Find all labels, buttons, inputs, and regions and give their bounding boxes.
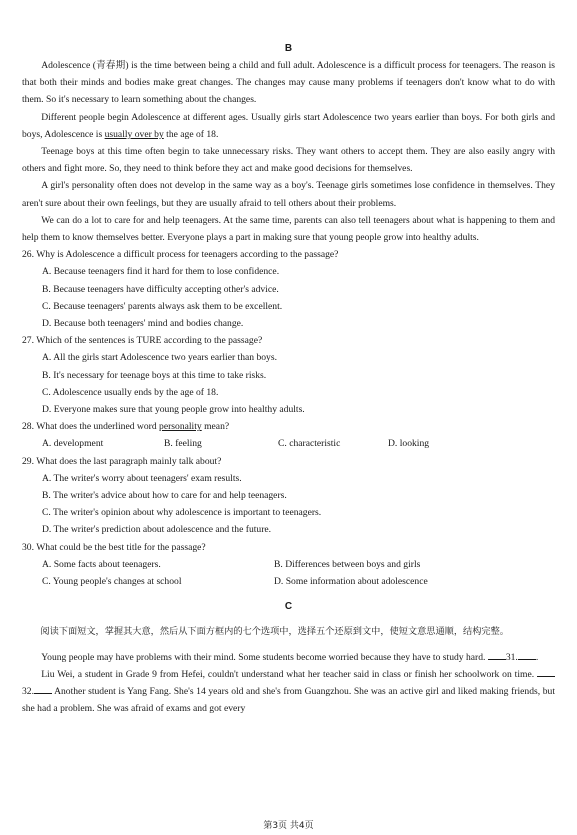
paragraph-text: A girl's xyxy=(41,180,72,192)
option-b: B. feeling xyxy=(164,438,202,450)
passage-paragraph-4 xyxy=(22,177,555,211)
option-c: C. Young people's changes at school xyxy=(42,576,182,588)
option-d: D. The writer's prediction about adolescence and the future. xyxy=(42,524,272,536)
option-c: C. characteristic xyxy=(278,438,341,450)
question-stem: 26. Why is Adolescence a difficult process for teenagers according to the passage? xyxy=(22,249,339,261)
section-c-title: C xyxy=(284,601,293,613)
option-a: A. development xyxy=(42,438,104,450)
option-d: D. looking xyxy=(388,438,430,450)
option-a: A. The writer's worry about teenagers' exam results. xyxy=(42,472,242,484)
blank-number: 31. xyxy=(505,651,518,663)
paragraph-text: the age of 18. xyxy=(163,128,219,140)
answer-blank xyxy=(488,649,506,660)
stem-text: mean? xyxy=(201,421,230,433)
option-c: C. The writer's opinion about why adolescence is important to teenagers. xyxy=(42,507,322,519)
passage-c-paragraph-1: Young people may have problems with their mind. Some students become worried because they have to study hard. 31. . xyxy=(22,649,555,666)
option-d: D. Some information about adolescence xyxy=(274,576,428,588)
option-b: B. It's necessary for teenage boys at this time to take risks. xyxy=(42,369,267,381)
passage-paragraph-5: We can do a lot to care for and help teenagers. At the same time, parents can also tell teenagers about what is happening to them and help them to know themselves better. Everyone plays a part in making sure that young people grow into healthy adults. xyxy=(22,214,555,244)
option-a: A. Some facts about teenagers. xyxy=(42,558,161,570)
paragraph-text: often does not develop in the same way as a boy's. Teenage girls sometimes lose confidence in themselves. They aren't sure about their own feelings, but they are usually afraid to tell others about their problems. xyxy=(22,180,555,209)
question-29 xyxy=(22,453,555,539)
passage-paragraph-1: Adolescence (青春期) is the time between being a child and full adult. Adolescence is a difficult process for teenagers. The reason is that both their minds and bodies make great changes. The changes may cause many problems if teenagers don't know what to do with them. So it's necessary to learn something about the changes. xyxy=(22,60,555,106)
option-c: C. Adolescence usually ends by the age of 18. xyxy=(42,386,219,398)
option-b: B. Because teenagers have difficulty accepting other's advice. xyxy=(42,283,279,295)
underlined-word: personality xyxy=(159,421,202,433)
options-row xyxy=(22,556,555,573)
options-row xyxy=(22,573,555,590)
answer-blank xyxy=(537,666,555,677)
question-27 xyxy=(22,332,555,418)
option-a: A. Because teenagers find it hard for them to lose confidence. xyxy=(42,266,280,278)
section-c-instruction: 阅读下面短文，掌握其大意，然后从下面方框内的七个选项中，选择五个还原到文中，使短文意思通顺，结构完整。 xyxy=(40,626,509,638)
paragraph-text: Young people may have problems with their mind. Some students become worried because they have to study hard. xyxy=(41,651,488,663)
question-stem xyxy=(22,418,555,435)
personality-word: personality xyxy=(71,180,115,192)
passage-paragraph-2 xyxy=(22,109,555,143)
question-stem: 29. What does the last paragraph mainly talk about? xyxy=(22,455,222,467)
passage-paragraph-3: Teenage boys at this time often begin to take unnecessary risks. They want others to accept them. They are also easily angry with others and fight more. So, they need to think before they act and make good decisions for themselves. xyxy=(22,146,555,175)
passage-b xyxy=(22,57,555,246)
paragraph-text: Another student is Yang Fang. She's 14 years old and she's from Guangzhou. She was an active girl and liked making friends, but she had a problem. She was afraid of exams and got every xyxy=(22,685,555,715)
answer-blank xyxy=(518,649,536,660)
paragraph-text: Different people begin Adolescence at different ages. Usually girls start Adolescence two years earlier than boys. For both girls and boys, Adolescence is xyxy=(22,111,555,140)
question-stem: 27. Which of the sentences is TURE according to the passage? xyxy=(22,335,263,347)
option-d: D. Everyone makes sure that young people grow into healthy adults. xyxy=(42,404,305,416)
section-b-title: B xyxy=(284,43,293,54)
option-b: B. The writer's advice about how to care for and help teenagers. xyxy=(42,490,287,502)
paragraph-text: Liu Wei, a student in Grade 9 from Hefei, couldn't understand what her teacher said in class or finish her schoolwork on time. xyxy=(41,668,537,680)
answer-blank xyxy=(34,683,52,694)
blank-number: 32. xyxy=(22,685,34,697)
option-b: B. Differences between boys and girls xyxy=(274,558,421,570)
question-26 xyxy=(22,246,555,332)
underlined-phrase: usually over by xyxy=(104,128,164,140)
passage-c-paragraph-2 xyxy=(22,666,555,718)
question-stem: 30. What could be the best title for the passage? xyxy=(22,541,206,553)
options-row xyxy=(22,435,555,452)
stem-text: 28. What does the underlined word xyxy=(22,421,160,433)
page-footer: 第3页 共4页 xyxy=(263,820,314,831)
question-28 xyxy=(22,418,555,452)
option-a: A. All the girls start Adolescence two years earlier than boys. xyxy=(42,352,277,364)
option-d: D. Because both teenagers' mind and bodies change. xyxy=(42,318,244,330)
question-30 xyxy=(22,539,555,591)
option-c: C. Because teenagers' parents always ask them to be excellent. xyxy=(42,300,283,312)
